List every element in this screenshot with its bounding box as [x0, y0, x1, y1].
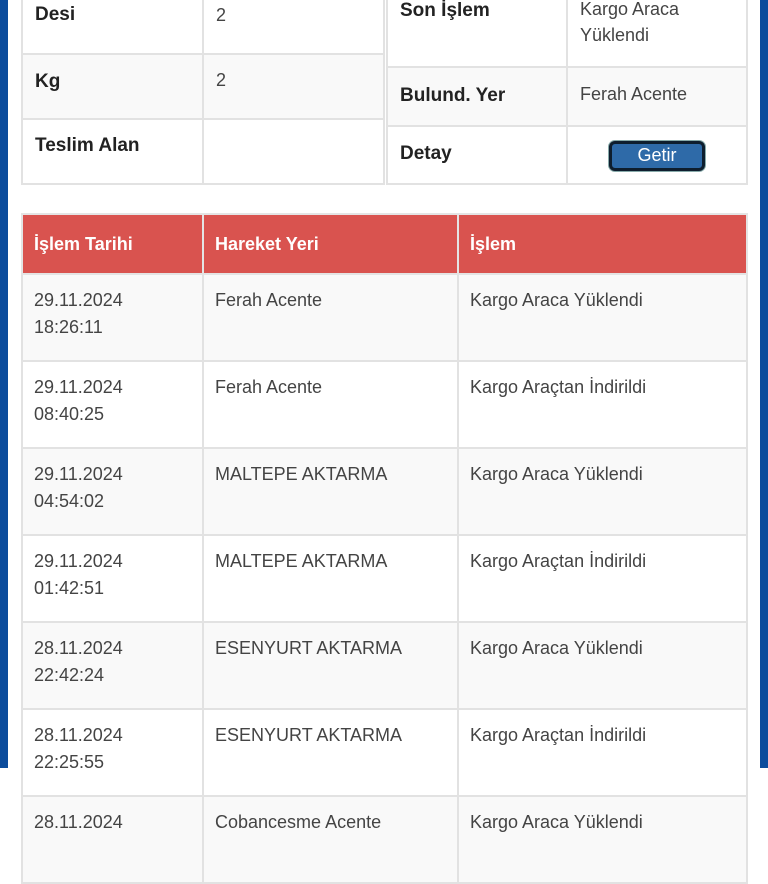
action-cell: Kargo Araca Yüklendi: [458, 274, 747, 361]
screen-frame-right: [760, 0, 768, 768]
header-islem-tarihi: İşlem Tarihi: [22, 214, 203, 274]
header-islem: İşlem: [458, 214, 747, 274]
teslim-alan-value: [203, 119, 384, 184]
kg-label: Kg: [22, 54, 203, 119]
table-row: [22, 361, 747, 448]
detay-label: Detay: [387, 126, 567, 184]
son-islem-value: Kargo Araca Yüklendi: [567, 0, 747, 67]
date-cell: [22, 361, 203, 448]
desi-value: 2: [203, 0, 384, 54]
date: 28.11.2024: [34, 812, 123, 832]
date-cell: [22, 448, 203, 535]
place-cell: Ferah Acente: [203, 274, 458, 361]
action-cell: Kargo Araçtan İndirildi: [458, 709, 747, 796]
place-cell: ESENYURT AKTARMA: [203, 622, 458, 709]
getir-button[interactable]: Getir: [609, 141, 705, 171]
teslim-alan-label: Teslim Alan: [22, 119, 203, 184]
date: 29.11.2024: [34, 551, 123, 571]
table-row: [22, 796, 747, 883]
bulund-yer-label: Bulund. Yer: [387, 67, 567, 126]
place-cell: Cobancesme Acente: [203, 796, 458, 883]
place-cell: ESENYURT AKTARMA: [203, 709, 458, 796]
date: 29.11.2024: [34, 377, 123, 397]
action-cell: Kargo Araca Yüklendi: [458, 448, 747, 535]
table-row: [22, 274, 747, 361]
table-row: [22, 535, 747, 622]
table-row: [22, 448, 747, 535]
date-cell: [22, 622, 203, 709]
desi-label: Desi: [22, 0, 203, 54]
action-cell: Kargo Araçtan İndirildi: [458, 361, 747, 448]
action-cell: Kargo Araçtan İndirildi: [458, 535, 747, 622]
place-cell: MALTEPE AKTARMA: [203, 535, 458, 622]
place-cell: Ferah Acente: [203, 361, 458, 448]
action-cell: Kargo Araca Yüklendi: [458, 796, 747, 883]
table-row: [22, 709, 747, 796]
time: 22:42:24: [34, 665, 105, 685]
date: 29.11.2024: [34, 464, 123, 484]
kg-value: 2: [203, 54, 384, 119]
screen-frame-left: [0, 0, 8, 768]
date-cell: [22, 709, 203, 796]
date: 28.11.2024: [34, 638, 123, 658]
bulund-yer-value: Ferah Acente: [567, 67, 747, 126]
action-cell: Kargo Araca Yüklendi: [458, 622, 747, 709]
shipment-info-left: [21, 0, 385, 185]
date-cell: [22, 274, 203, 361]
time: 04:54:02: [34, 491, 105, 511]
date: 28.11.2024: [34, 725, 123, 745]
date-cell: [22, 796, 203, 883]
date: 29.11.2024: [34, 290, 123, 310]
son-islem-label: Son İşlem: [387, 0, 567, 67]
place-cell: MALTEPE AKTARMA: [203, 448, 458, 535]
time: 22:25:55: [34, 752, 105, 772]
time: 08:40:25: [34, 404, 105, 424]
history-table: [21, 213, 748, 884]
table-row: [22, 622, 747, 709]
date-cell: [22, 535, 203, 622]
time: 01:42:51: [34, 578, 105, 598]
header-hareket-yeri: Hareket Yeri: [203, 214, 458, 274]
time: 18:26:11: [34, 317, 103, 337]
shipment-info-right: [386, 0, 748, 185]
